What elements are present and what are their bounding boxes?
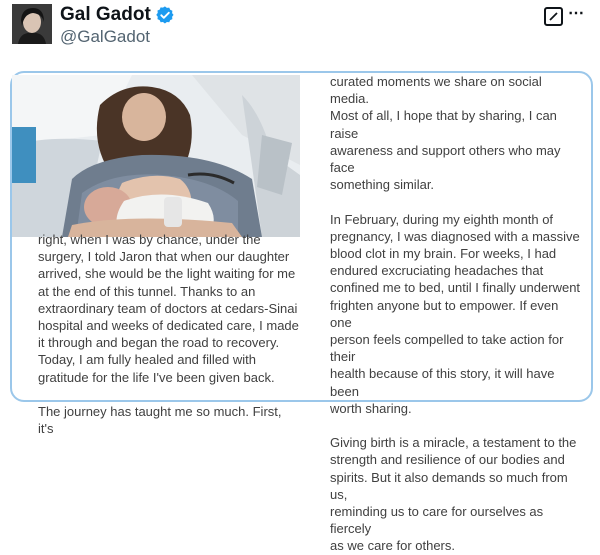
avatar[interactable] [12,4,52,44]
author-name-row[interactable] [60,4,174,26]
edit-icon[interactable] [544,7,563,26]
author-handle[interactable]: @GalGadot [60,27,151,46]
avatar-image [12,4,52,44]
screenshot-text-right: curated moments we share on social media. Most of all, I hope that by sharing, I can raise awareness and support others who may face something similar. In February, during my eighth month of pregnancy, I was diagnosed with a massive blood clot in my brain. For weeks, I had endured excruciating headaches that confined me to bed, until I finally underwent frighten anyone but to empower. If even one person feels compelled to take action for their health because of this story, it will have been worth sharing. Giving birth is a miracle, a testament to the strength and resilience of our bodies and spirits. But it also demands so much from us, reminding us to care for ourselves as fiercely as we care for others. [330,74,581,554]
mother-and-newborn-photo [12,75,300,237]
verified-badge-icon [156,6,174,24]
screenshot-text-left: right, when I was by chance, under the surgery, I told Jaron that when our daughter arrived, she would be the light waiting for me at the end of this tunnel. Thanks to an extraordinary team of doctors at cedars-Sinai hospital and weeks of dedicated care, I made it through and began the road to recovery. Today, I am fully healed and filled with gratitude for the life I've been given back. The journey has taught me so much. First, it's [38,232,299,437]
tweet-image[interactable] [10,71,593,554]
author-name[interactable]: Gal Gadot [60,4,151,25]
more-options-icon[interactable]: ⋯ [568,5,585,22]
